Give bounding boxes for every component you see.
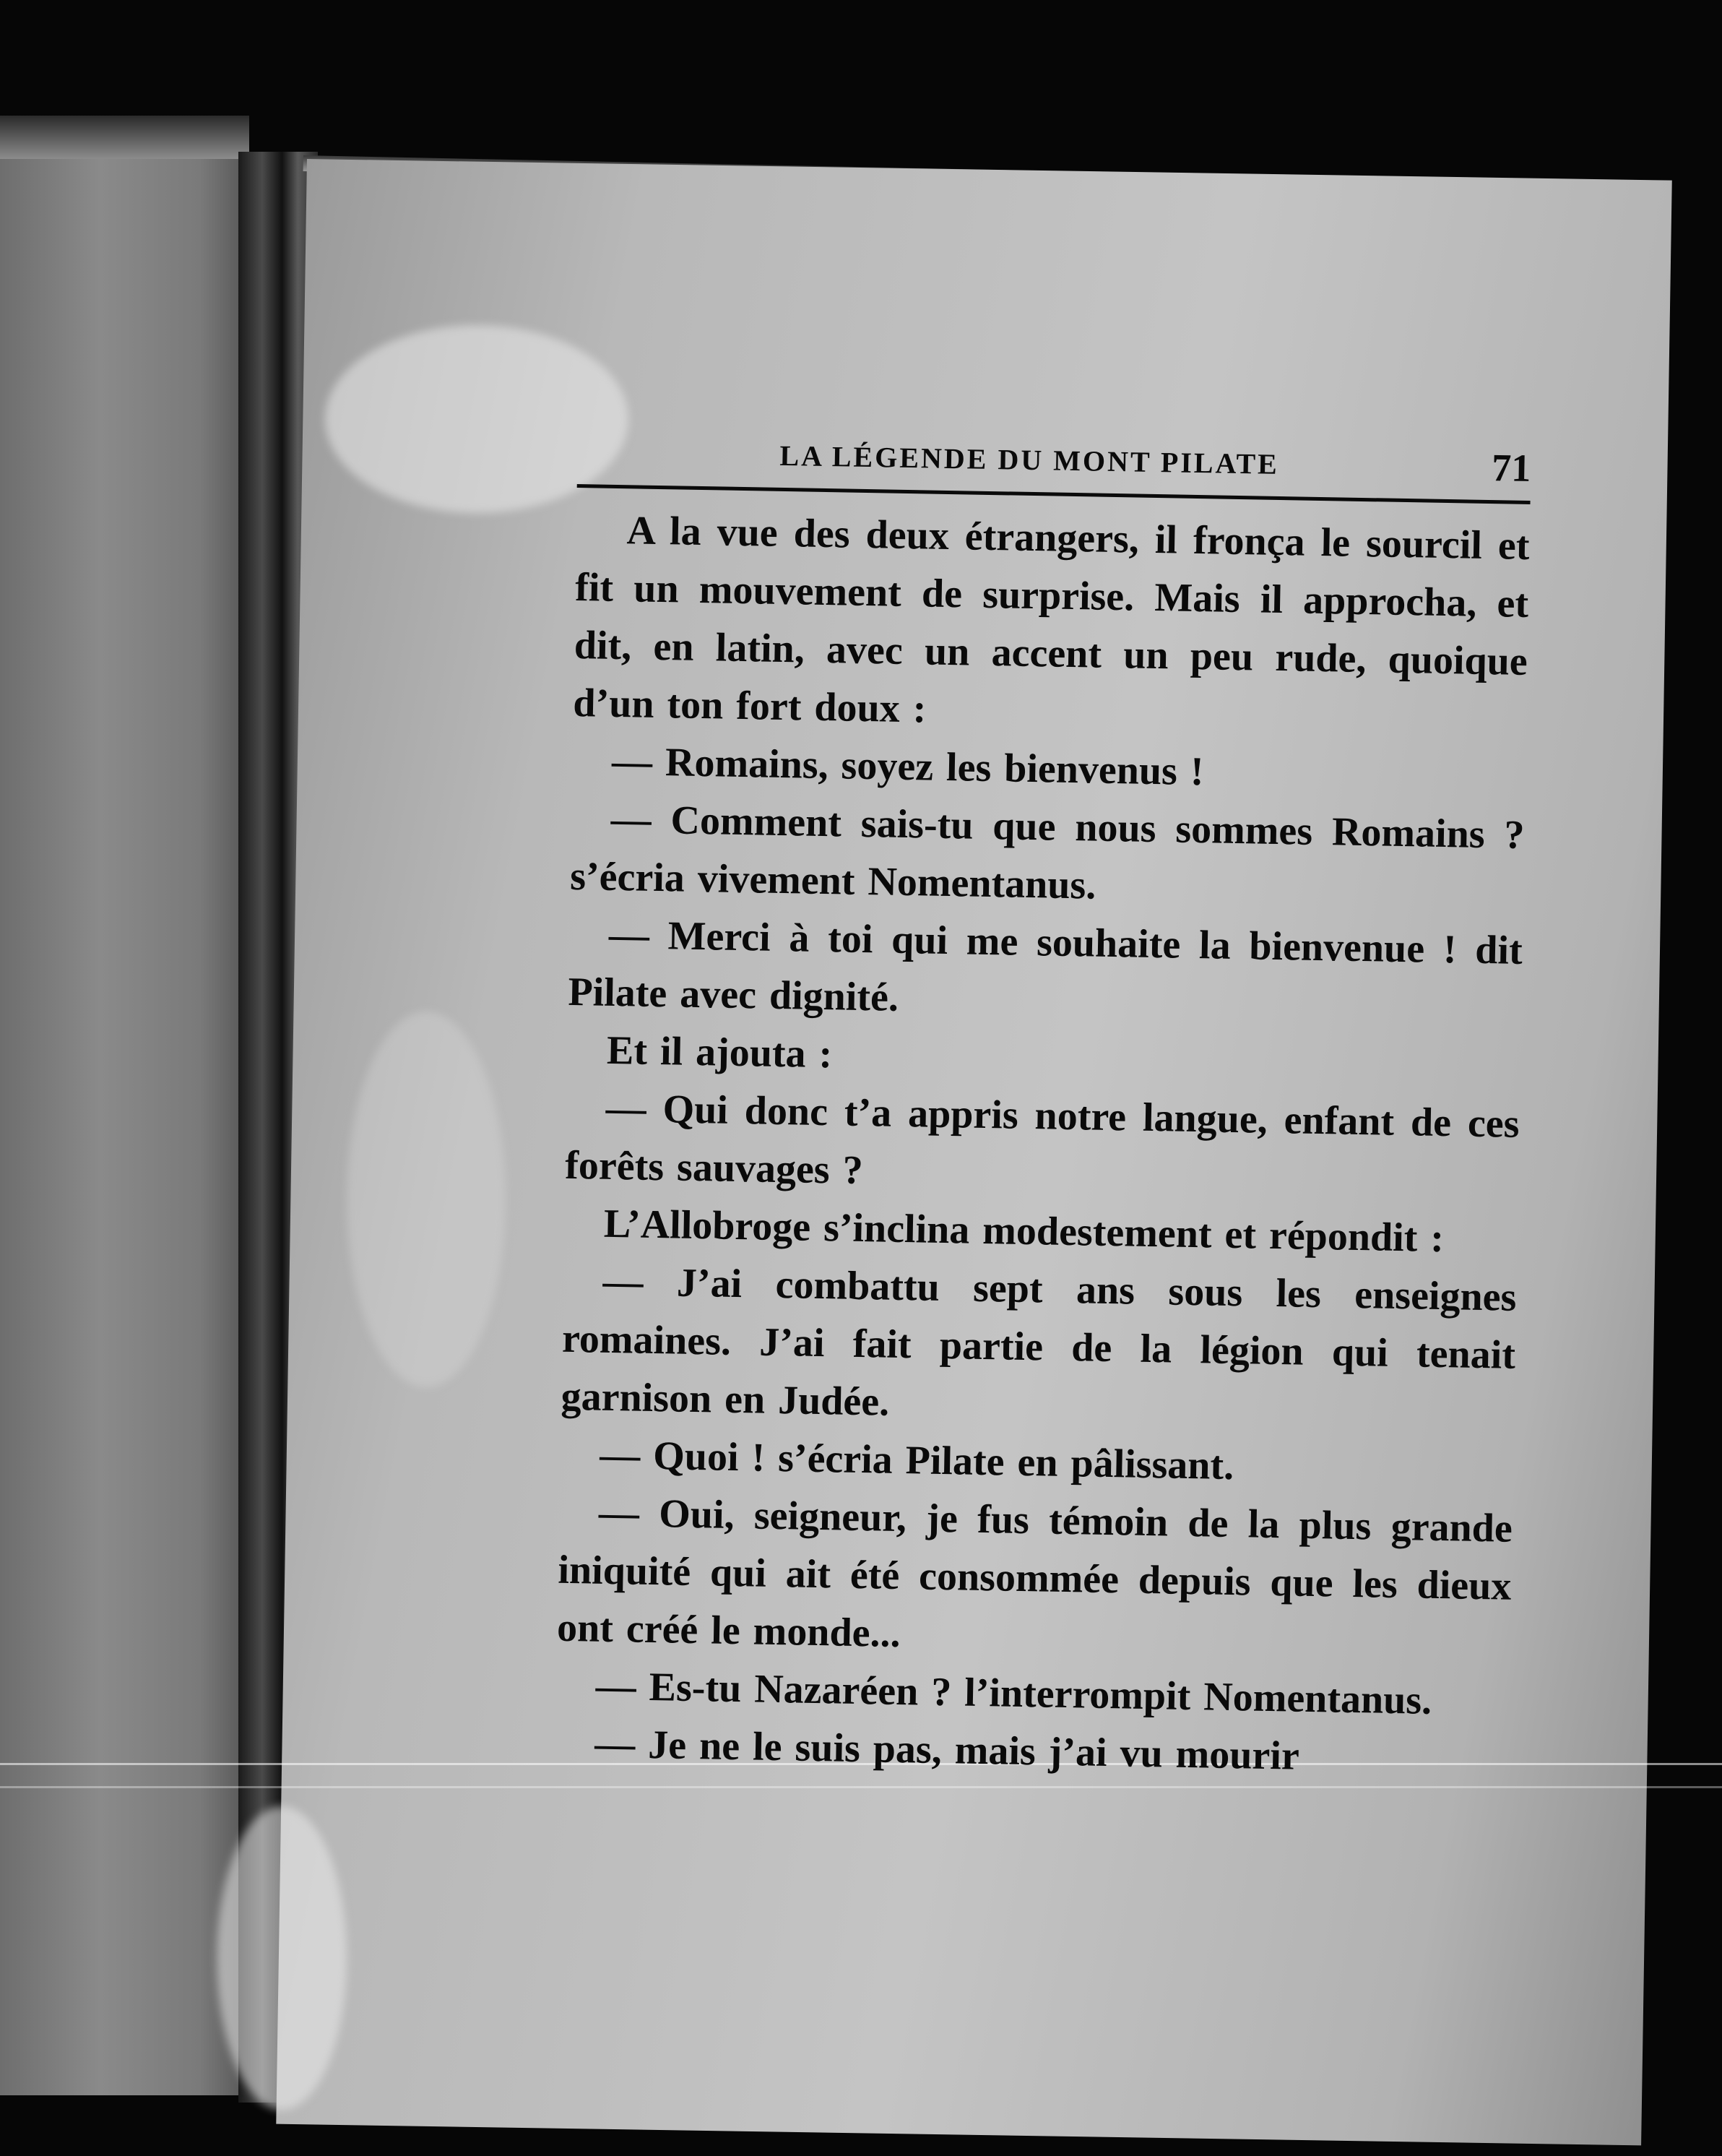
dialogue-line: — Oui, seigneur, je fus témoin de la plus grande iniquité qui ait été consommée depuis que les dieux ont créé le monde... <box>556 1490 1513 1657</box>
dialogue-line: — Qui donc t’a appris notre langue, enfant de ces forêts sauvages ? <box>564 1085 1520 1194</box>
dialogue-line: — Merci à toi qui me souhaite la bienvenue ! dit Pilate avec dignité. <box>567 912 1523 1020</box>
paper-stain <box>347 1012 506 1387</box>
dialogue-line: — Je ne le suis pas, mais j’ai vu mourir <box>594 1721 1300 1779</box>
paragraph: Et il ajouta : <box>606 1027 833 1077</box>
paragraph: L’Allobroge s’inclina modestement et répondit : <box>603 1201 1445 1262</box>
page-text-block <box>555 434 1531 1789</box>
dialogue-line: — Comment sais-tu que nous sommes Romains ? s’écria vivement Nomentanus. <box>569 796 1526 908</box>
previous-page-edge <box>0 116 249 159</box>
dialogue-line: — Romains, soyez les bienvenus ! <box>611 738 1205 795</box>
page-number: 71 <box>1491 446 1531 491</box>
dialogue-line: — Quoi ! s’écria Pilate en pâlissant. <box>599 1432 1234 1489</box>
paper-stain <box>217 1806 347 2110</box>
paragraph: A la vue des deux étrangers, il fronça le sourcil et fit un mouvement de surprise. Mais il approcha, et dit, en latin, avec un accent un peu rude, quoique d’un ton fort doux : <box>572 508 1531 732</box>
running-title: LA LÉGENDE DU MONT PILATE <box>779 439 1280 480</box>
dialogue-line: — J’ai combattu sept ans sous les enseignes romaines. J’ai fait partie de la légion qui tenait garnison en Judée. <box>561 1259 1517 1425</box>
dialogue-line: — Es-tu Nazaréen ? l’interrompit Nomentanus. <box>595 1663 1432 1723</box>
